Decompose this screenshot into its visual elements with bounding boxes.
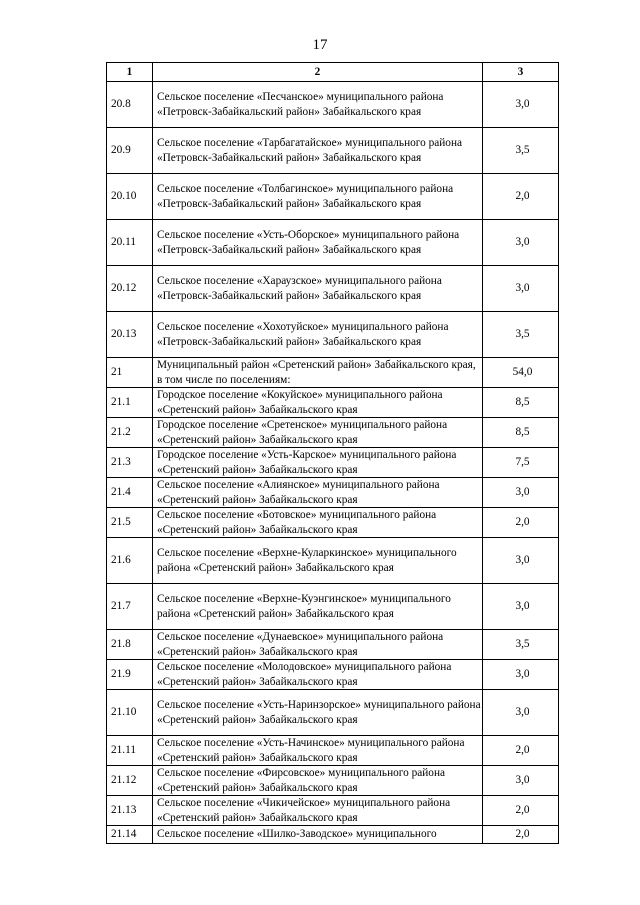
table-row — [107, 508, 559, 538]
row-number: 20.10 — [107, 174, 153, 220]
row-value: 7,5 — [483, 448, 559, 478]
row-value: 3,0 — [483, 584, 559, 630]
row-value: 3,5 — [483, 312, 559, 358]
header-row — [107, 63, 559, 82]
row-number: 21.2 — [107, 418, 153, 448]
row-number: 21.11 — [107, 736, 153, 766]
settlement-name: Городское поселение «Кокуйское» муниципального района «Сретенский район» Забайкальского края — [153, 388, 483, 418]
settlement-name: Сельское поселение «Верхне-Куларкинское» муниципального района «Сретенский район» Забайкальского края — [153, 538, 483, 584]
row-value: 3,0 — [483, 478, 559, 508]
table-row — [107, 766, 559, 796]
row-value: 8,5 — [483, 418, 559, 448]
table-row — [107, 358, 559, 388]
row-number: 21.7 — [107, 584, 153, 630]
row-value: 3,0 — [483, 538, 559, 584]
column-header-1: 1 — [107, 63, 153, 82]
table-row — [107, 418, 559, 448]
row-number: 21.8 — [107, 630, 153, 660]
table-row — [107, 174, 559, 220]
row-number: 20.11 — [107, 220, 153, 266]
settlement-name: Сельское поселение «Чикичейское» муниципального района «Сретенский район» Забайкальского края — [153, 796, 483, 826]
settlement-name: Сельское поселение «Шилко-Заводское» муниципального — [153, 826, 483, 844]
row-number: 20.8 — [107, 82, 153, 128]
row-value: 3,0 — [483, 266, 559, 312]
settlement-name: Сельское поселение «Тарбагатайское» муниципального района «Петровск-Забайкальский район» Забайкальского края — [153, 128, 483, 174]
table-row — [107, 690, 559, 736]
settlement-name: Сельское поселение «Усть-Начинское» муниципального района «Сретенский район» Забайкальского края — [153, 736, 483, 766]
row-value: 2,0 — [483, 796, 559, 826]
row-number: 20.13 — [107, 312, 153, 358]
settlement-name: Городское поселение «Усть-Карское» муниципального района «Сретенский район» Забайкальского края — [153, 448, 483, 478]
settlement-name: Городское поселение «Сретенское» муниципального района «Сретенский район» Забайкальского края — [153, 418, 483, 448]
row-number: 21.13 — [107, 796, 153, 826]
row-number: 21.1 — [107, 388, 153, 418]
row-number: 21.3 — [107, 448, 153, 478]
row-value: 2,0 — [483, 736, 559, 766]
settlement-name: Сельское поселение «Верхне-Куэнгинское» муниципального района «Сретенский район» Забайкальского края — [153, 584, 483, 630]
row-value: 3,5 — [483, 630, 559, 660]
table-row — [107, 388, 559, 418]
row-number: 21.14 — [107, 826, 153, 844]
row-number: 20.9 — [107, 128, 153, 174]
row-number: 21.4 — [107, 478, 153, 508]
settlement-name: Сельское поселение «Дунаевское» муниципального района «Сретенский район» Забайкальского края — [153, 630, 483, 660]
table-row — [107, 220, 559, 266]
table-row — [107, 630, 559, 660]
table-row — [107, 448, 559, 478]
table-row — [107, 826, 559, 844]
table-row — [107, 796, 559, 826]
settlement-name: Сельское поселение «Молодовское» муниципального района «Сретенский район» Забайкальского края — [153, 660, 483, 690]
row-value: 2,0 — [483, 508, 559, 538]
table-row — [107, 266, 559, 312]
table-row — [107, 736, 559, 766]
table-row — [107, 538, 559, 584]
settlement-name: Сельское поселение «Хохотуйское» муниципального района «Петровск-Забайкальский район» Забайкальского края — [153, 312, 483, 358]
settlement-name: Сельское поселение «Хараузское» муниципального района «Петровск-Забайкальский район» Забайкальского края — [153, 266, 483, 312]
row-value: 3,0 — [483, 660, 559, 690]
row-number: 21 — [107, 358, 153, 388]
row-value: 3,0 — [483, 82, 559, 128]
settlement-name: Сельское поселение «Фирсовское» муниципального района «Сретенский район» Забайкальского края — [153, 766, 483, 796]
row-number: 21.9 — [107, 660, 153, 690]
settlement-name: Муниципальный район «Сретенский район» Забайкальского края, в том числе по поселениям: — [153, 358, 483, 388]
table-row — [107, 478, 559, 508]
table-row — [107, 128, 559, 174]
row-number: 20.12 — [107, 266, 153, 312]
column-header-2: 2 — [153, 63, 483, 82]
row-value: 3,5 — [483, 128, 559, 174]
settlement-name: Сельское поселение «Толбагинское» муниципального района «Петровск-Забайкальский район» Забайкальского края — [153, 174, 483, 220]
row-number: 21.10 — [107, 690, 153, 736]
settlement-name: Сельское поселение «Ботовское» муниципального района «Сретенский район» Забайкальского края — [153, 508, 483, 538]
allocation-table — [106, 62, 559, 844]
row-number: 21.6 — [107, 538, 153, 584]
row-number: 21.5 — [107, 508, 153, 538]
page-number: 17 — [312, 37, 328, 53]
row-value: 3,0 — [483, 220, 559, 266]
row-value: 8,5 — [483, 388, 559, 418]
table-row — [107, 584, 559, 630]
table-row — [107, 82, 559, 128]
settlement-name: Сельское поселение «Усть-Наринзорское» муниципального района «Сретенский район» Забайкальского края — [153, 690, 483, 736]
table-row — [107, 312, 559, 358]
column-header-3: 3 — [483, 63, 559, 82]
row-value: 2,0 — [483, 826, 559, 844]
row-number: 21.12 — [107, 766, 153, 796]
settlement-name: Сельское поселение «Усть-Оборское» муниципального района «Петровск-Забайкальский район» Забайкальского края — [153, 220, 483, 266]
row-value: 3,0 — [483, 690, 559, 736]
row-value: 54,0 — [483, 358, 559, 388]
settlement-name: Сельское поселение «Алиянское» муниципального района «Сретенский район» Забайкальского края — [153, 478, 483, 508]
row-value: 3,0 — [483, 766, 559, 796]
table-header — [107, 63, 559, 82]
table-row — [107, 660, 559, 690]
row-value: 2,0 — [483, 174, 559, 220]
settlement-name: Сельское поселение «Песчанское» муниципального района «Петровск-Забайкальский район» Забайкальского края — [153, 82, 483, 128]
table-body — [107, 82, 559, 844]
